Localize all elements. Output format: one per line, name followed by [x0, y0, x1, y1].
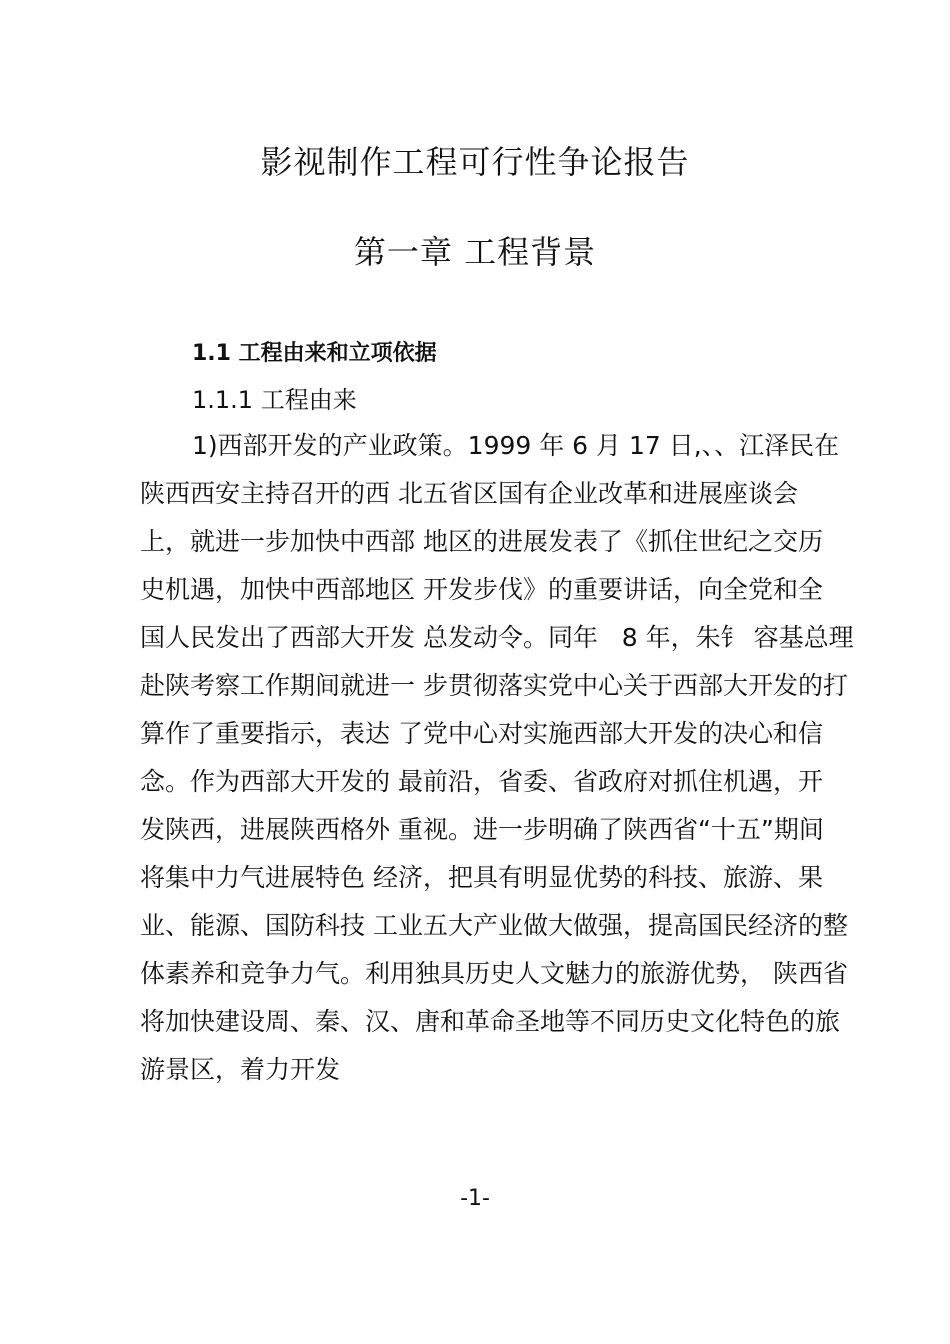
- body-line: 陕西西安主持召开的西 北五省区国有企业改革和进展座谈会: [140, 479, 798, 508]
- body-line: 上，就进一步加快中西部 地区的进展发表了《抓住世纪之交历: [140, 527, 823, 556]
- section-heading: 1.1 工程由来和立项依据: [192, 341, 437, 366]
- body-line: 史机遇，加快中西部地区 开发步伐》的重要讲话，向全党和全: [140, 575, 823, 604]
- body-line: 赴陕考察工作期间就进一 步贯彻落实党中心关于西部大开发的打: [140, 671, 848, 700]
- chapter-title: 第一章 工程背景: [353, 233, 597, 271]
- body-line: 业、能源、国防科技 工业五大产业做大做强，提高国民经济的整: [140, 911, 848, 940]
- body-line: 体素养和竞争力气。利用独具历史人文魅力的旅游优势， 陕西省: [140, 959, 848, 988]
- body-line: 国人民发出了西部大开发 总发动令。同年 8 年，朱钅 容基总理: [140, 623, 854, 652]
- body-line: 将加快建设周、秦、汉、唐和革命圣地等不同历史文化特色的旅: [140, 1007, 841, 1036]
- document-title: 影视制作工程可行性争论报告: [260, 143, 690, 181]
- subsection-heading: 1.1.1 工程由来: [192, 386, 357, 414]
- body-line: 将集中力气进展特色 经济，把具有明显优势的科技、旅游、果: [140, 863, 823, 892]
- body-line: 念。作为西部大开发的 最前沿，省委、省政府对抓住机遇，开: [140, 767, 823, 796]
- body-line: 发陕西，进展陕西格外 重视。进一步明确了陕西省“十五”期间: [140, 815, 824, 844]
- body-line: 算作了重要指示，表达 了党中心对实施西部大开发的决心和信: [140, 719, 823, 748]
- body-line: 1)西部开发的产业政策。1999 年 6 月 17 日,、、江泽民在: [192, 431, 840, 460]
- page-number: -1-: [460, 1186, 490, 1211]
- body-line: 游景区，着力开发: [140, 1055, 341, 1084]
